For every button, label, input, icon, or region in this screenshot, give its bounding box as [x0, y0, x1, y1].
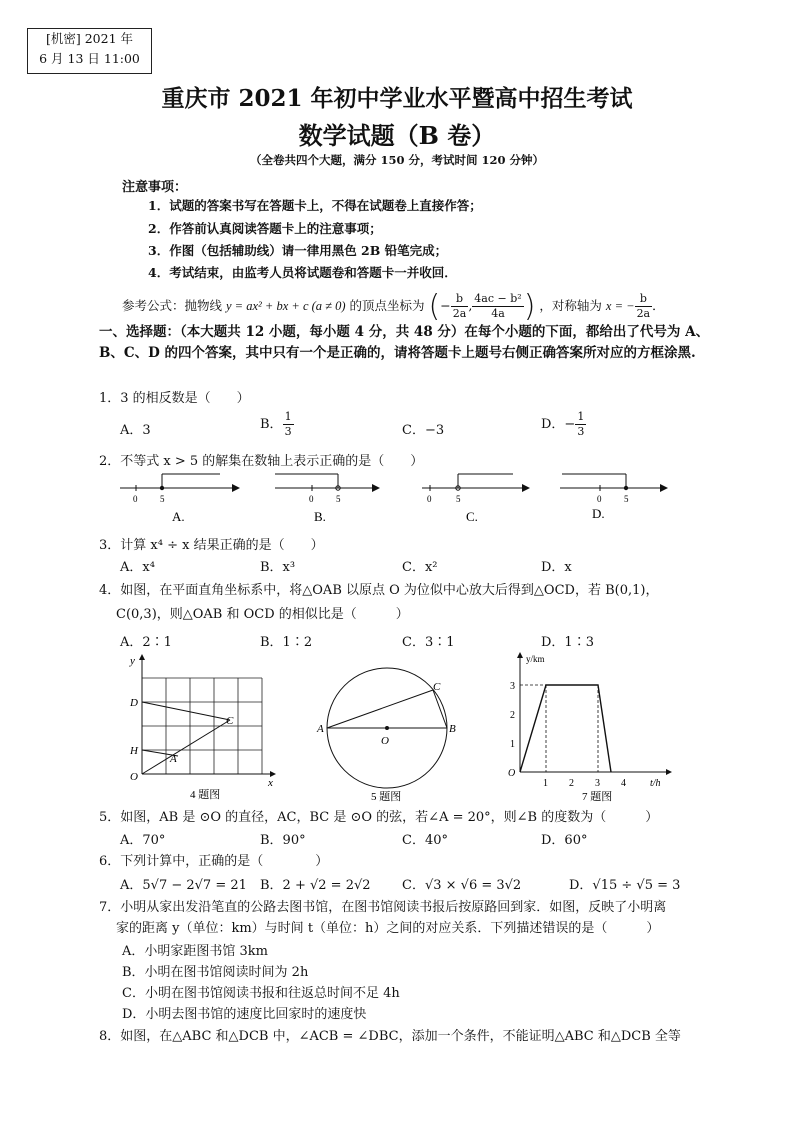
q7-stem-line2: 家的距离 y（单位：km）与时间 t（单位：h）之间的对应关系．下列描述错误的是（ ）: [116, 921, 660, 936]
q4-option-d: D．1∶3: [541, 635, 594, 650]
vy-den: 4a: [491, 307, 505, 320]
vertex-x-fraction: [451, 292, 469, 321]
label-x: x: [268, 777, 273, 789]
tick-5: 5: [160, 494, 165, 504]
confidential-line-2: 6 月 13 日 11:00: [39, 51, 140, 66]
q5-option-d: D．60°: [541, 833, 588, 848]
x-tick-3: 3: [595, 778, 600, 789]
x-axis-label: t/h: [650, 778, 661, 789]
notes-heading: 注意事项：: [122, 180, 188, 195]
number-line-d: [560, 474, 668, 521]
tick-0: 0: [597, 494, 602, 504]
figure-7-chart: [500, 652, 680, 802]
exam-info: （全卷共四个大题，满分 150 分，考试时间 120 分钟）: [249, 153, 545, 167]
q7-option-b: B．小明在图书馆阅读时间为 2h: [122, 965, 309, 980]
tick-0: 0: [309, 494, 314, 504]
q5-stem: 5．如图，AB 是 ⊙O 的直径，AC，BC 是 ⊙O 的弦，若∠A = 20°，则∠B 的度数为（ ）: [99, 810, 659, 825]
label-b: B.: [314, 509, 326, 524]
q1-d-num: 1: [577, 410, 585, 423]
reference-formula: 参考公式：抛物线 y = ax² + bx + c (a ≠ 0) 的顶点坐标为 (− $\frac{b}{2a}$ , $\frac{\text{4ac − b²}}{4a}$ ) ，对称轴为 x = − $\frac{b}{2a}$ ．: [122, 289, 665, 324]
label-d: D: [130, 697, 138, 709]
exam-subtitle: 数学试题（B 卷）: [298, 121, 496, 150]
note-item: 4．考试结束，由监考人员将试题卷和答题卡一并收回．: [148, 265, 457, 280]
label-c: C: [226, 715, 234, 727]
label-c: C: [433, 681, 441, 693]
label-y: y: [130, 655, 135, 667]
ref-axis-lhs: x = −: [605, 299, 635, 313]
figure-5: [315, 660, 465, 805]
q3-option-d: D．x: [541, 560, 572, 575]
label-b: B: [449, 723, 456, 735]
q1-stem: 1．3 的相反数是（ ）: [99, 391, 250, 406]
vx-den: 2a: [452, 307, 467, 320]
q1-b-label: B．: [260, 417, 283, 432]
q8-stem: 8．如图，在△ABC 和△DCB 中，∠ACB = ∠DBC，添加一个条件，不能证明△ABC 和△DCB 全等: [99, 1029, 681, 1044]
number-line-b: [275, 474, 380, 524]
q5-option-c: C．40°: [402, 833, 448, 848]
section-1-heading: 一、选择题：（本大题共 12 小题，每小题 4 分，共 48 分）在每个小题的下面，都给出了代号为 A、B、C、D 的四个答案，其中只有一个是正确的，请将答题卡上题号右侧正确答案所对应的方框涂黑.: [99, 324, 710, 361]
origin-label: O: [508, 768, 516, 779]
q6-option-d: D．√15 ÷ √5 = 3: [569, 878, 681, 893]
q1-d-fraction: [575, 410, 586, 439]
q5-option-b: B．90°: [260, 833, 306, 848]
paren-left: (: [428, 289, 441, 324]
q1-b-num: 1: [284, 410, 292, 423]
vy-num: 4ac − b²: [474, 292, 522, 305]
q7-stem-line1: 7．小明从家出发沿笔直的公路去图书馆，在图书馆阅读书报后按原路回到家．如图，反映了小明离: [99, 900, 667, 915]
tick-5: 5: [624, 494, 629, 504]
q4-option-c: C．3∶1: [402, 635, 455, 650]
q4-option-b: B．1∶2: [260, 635, 313, 650]
tick-0: 0: [133, 494, 138, 504]
tick-5: 5: [456, 494, 461, 504]
tick-0: 0: [427, 494, 432, 504]
label-o: O: [130, 771, 138, 783]
ref-axis-text: ，对称轴为: [539, 298, 602, 313]
q1-d-den: 3: [577, 425, 585, 438]
q1-option-a: A．3: [120, 423, 151, 438]
x-tick-1: 1: [543, 778, 548, 789]
label-a: A: [170, 753, 177, 765]
q1-option-c: C．−3: [402, 423, 445, 438]
y-axis-label: y/km: [526, 654, 545, 664]
q6-option-c: C．√3 × √6 = 3√2: [402, 878, 522, 893]
ax-den: 2a: [636, 307, 651, 320]
figure-4: [120, 652, 290, 802]
vx-num: b: [451, 292, 469, 307]
q4-stem-line1: 4．如图，在平面直角坐标系中，将△OAB 以原点 O 为位似中心放大后得到△OCD，若 B(0,1)，: [99, 583, 659, 598]
q1-d-label: D．−: [541, 417, 576, 432]
q7-option-a: A．小明家距图书馆 3km: [122, 944, 268, 959]
q6-option-b: B．2 + √2 = 2√2: [260, 878, 371, 893]
ax-num: b: [635, 292, 653, 307]
fig4-caption: 4 题图: [190, 789, 221, 801]
q7-option-c: C．小明在图书馆阅读书报和往返总时间不足 4h: [122, 986, 400, 1001]
number-line-c: [422, 474, 530, 524]
q3-option-a: A．x⁴: [120, 560, 155, 575]
label-c: C.: [466, 509, 478, 524]
x-tick-4: 4: [621, 778, 626, 789]
label-o: O: [381, 735, 389, 747]
q4-stem-line2: C(0,3)，则△OAB 和 OCD 的相似比是（ ）: [116, 607, 409, 622]
vertex-y-fraction: [472, 292, 523, 321]
label-d: D.: [592, 506, 605, 521]
q2-stem: 2．不等式 x > 5 的解集在数轴上表示正确的是（ ）: [99, 454, 424, 469]
q6-stem: 6．下列计算中，正确的是（ ）: [99, 854, 329, 869]
confidential-stamp: [27, 28, 152, 74]
q2-number-lines: [110, 466, 690, 526]
y-tick-3: 3: [510, 681, 515, 692]
label-a: A.: [172, 509, 185, 524]
x-tick-2: 2: [569, 778, 574, 789]
q7-option-d: D．小明去图书馆的速度比回家时的速度快: [122, 1007, 367, 1022]
y-tick-1: 1: [510, 739, 515, 750]
q1-b-den: 3: [284, 425, 292, 438]
grid: [142, 678, 262, 774]
note-item: 2．作答前认真阅读答题卡上的注意事项；: [148, 221, 382, 236]
q5-option-a: A．70°: [120, 833, 166, 848]
label-a: A: [317, 723, 324, 735]
series-line: [520, 685, 611, 772]
axis-fraction: [635, 292, 653, 321]
fig7-caption: 7 题图: [582, 791, 613, 802]
ref-prefix: 参考公式：抛物线: [122, 298, 223, 313]
q1-option-d: [541, 410, 586, 439]
tick-5: 5: [336, 494, 341, 504]
label-h: H: [130, 745, 138, 757]
ref-parabola: y = ax² + bx + c (a ≠ 0): [226, 299, 346, 313]
fig5-caption: 5 题图: [371, 791, 402, 803]
ref-vertex-text: 的顶点坐标为: [349, 298, 425, 313]
vx-sign: −: [440, 298, 451, 313]
q4-option-a: A．2∶1: [120, 635, 172, 650]
paren-right: ): [523, 289, 536, 324]
q3-stem: 3．计算 x⁴ ÷ x 结果正确的是（ ）: [99, 538, 324, 553]
q1-option-b: [260, 410, 294, 439]
q1-b-fraction: [283, 410, 294, 439]
ref-end: ．: [652, 298, 665, 313]
q6-option-a: A．5√7 − 2√7 = 21: [120, 878, 247, 893]
number-line-a: [120, 474, 240, 524]
q3-option-c: C．x²: [402, 560, 438, 575]
q3-option-b: B．x³: [260, 560, 296, 575]
exam-title: 重庆市 2021 年初中学业水平暨高中招生考试: [161, 85, 633, 112]
confidential-line-1: [机密] 2021 年: [45, 31, 133, 46]
note-item: 3．作图（包括辅助线）请一律用黑色 2B 铅笔完成；: [148, 243, 448, 258]
y-tick-2: 2: [510, 710, 515, 721]
note-item: 1．试题的答案书写在答题卡上，不得在试题卷上直接作答；: [148, 198, 482, 213]
